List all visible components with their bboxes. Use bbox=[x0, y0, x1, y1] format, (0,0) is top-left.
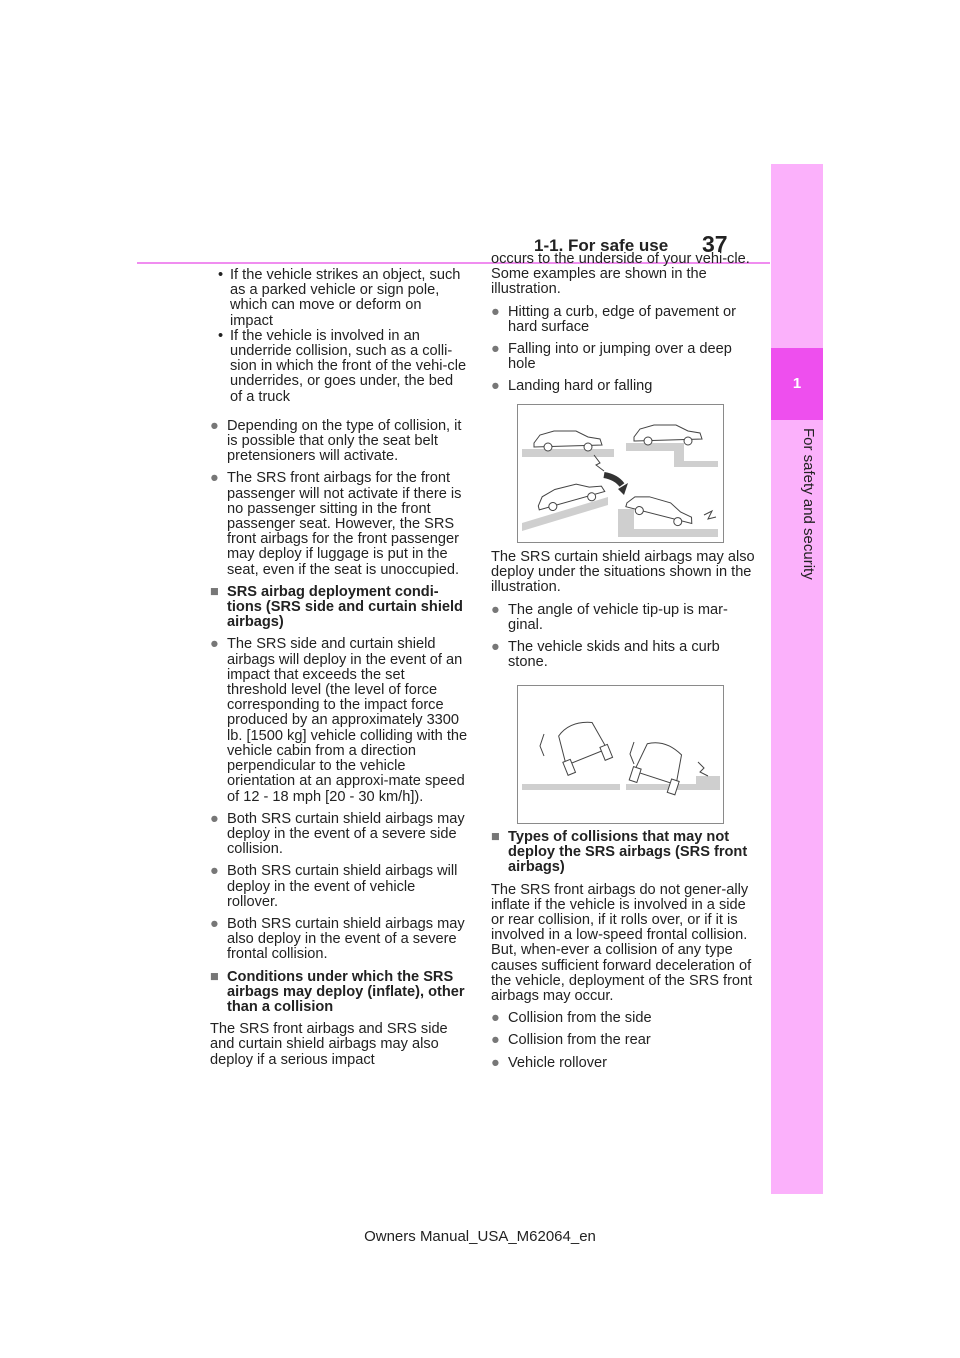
curtain-airbag-drawing bbox=[518, 686, 723, 823]
bullet-dot-icon: ● bbox=[491, 378, 500, 395]
dash-item: • If the vehicle is involved in an underride collision, such as a colli-sion in which the front of the vehi-cle underrides, or goes under, the bed of a truck bbox=[218, 327, 467, 405]
bullet-dot-icon: ● bbox=[210, 636, 219, 653]
curtain-airbag-illustration bbox=[517, 685, 724, 824]
bullet-dot-icon: ● bbox=[491, 639, 500, 656]
bullet-item: ● Both SRS curtain shield airbags will deploy in the event of vehicle rollover. bbox=[210, 863, 458, 910]
bullet-item: ● Hitting a curb, edge of pavement or hard surface bbox=[491, 303, 736, 335]
section-heading: ■ Conditions under which the SRS airbags may deploy (inflate), other than a collision bbox=[210, 968, 465, 1015]
bullet-dot-icon: ● bbox=[210, 915, 219, 932]
body-paragraph: The SRS curtain shield airbags may also deploy under the situations shown in the illustration. bbox=[491, 549, 755, 596]
underside-impact-drawing bbox=[518, 405, 723, 542]
bullet-dot-icon: ● bbox=[491, 341, 500, 358]
page-number: 37 bbox=[702, 231, 728, 257]
footer-manual-id: Owners Manual_USA_M62064_en bbox=[364, 1228, 596, 1245]
left-column bbox=[210, 268, 468, 1075]
square-bullet-icon: ■ bbox=[491, 829, 500, 845]
bullet-item: ● The SRS front airbags for the front passenger will not activate if there is no passenger sitting in the front passenger seat. However, the SRS front airbags for the front passenger may deploy if luggage is put in the seat, even if the seat is unoccupied. bbox=[210, 470, 462, 578]
chapter-side-tab bbox=[771, 164, 823, 1194]
bullet-item: ● Falling into or jumping over a deep hole bbox=[491, 341, 732, 373]
bullet-dot-icon: ● bbox=[210, 417, 219, 434]
bullet-item: ● Collision from the rear bbox=[491, 1032, 651, 1049]
section-title: 1-1. For safe use bbox=[534, 236, 669, 255]
bullet-dot-icon: ● bbox=[210, 810, 219, 827]
square-bullet-icon: ■ bbox=[210, 583, 219, 600]
right-column-bottom bbox=[491, 830, 757, 1078]
bullet-item: ● Both SRS curtain shield airbags may also deploy in the event of a severe frontal collision. bbox=[210, 915, 465, 963]
bullet-item: ● The vehicle skids and hits a curb stone. bbox=[491, 639, 720, 671]
bullet-dot-icon: ● bbox=[491, 1032, 500, 1049]
section-heading: ■ SRS airbag deployment condi-tions (SRS side and curtain shield airbags) bbox=[210, 583, 463, 631]
underside-impact-illustration bbox=[517, 404, 724, 543]
square-bullet-icon: ■ bbox=[210, 968, 219, 985]
dash-item: • If the vehicle strikes an object, such as a parked vehicle or sign pole, which can move or deform on impact bbox=[218, 267, 461, 329]
body-paragraph: The SRS front airbags do not gener-ally inflate if the vehicle is involved in a side or rear collision, if it rolls over, or if it is involved in a low-speed frontal collision. But, when-ever a collision of any type causes sufficient forward deceleration of the vehicle, deployment of the SRS front airbags may occur. bbox=[491, 881, 753, 1005]
bullet-item: ● Depending on the type of collision, it is possible that only the seat belt pretensioners will activate. bbox=[210, 417, 462, 465]
section-heading: ■ Types of collisions that may not deploy the SRS airbags (SRS front airbags) bbox=[491, 829, 748, 876]
right-column-middle bbox=[491, 550, 757, 677]
bullet-dot-icon: ● bbox=[491, 303, 500, 320]
body-paragraph: The SRS front airbags and SRS side and curtain shield airbags may also deploy if a serious impact bbox=[210, 1021, 448, 1068]
bullet-item: ● Collision from the side bbox=[491, 1010, 652, 1027]
chapter-number: 1 bbox=[792, 375, 802, 392]
bullet-dot-icon: ● bbox=[491, 1054, 500, 1071]
chapter-number-tab[interactable] bbox=[771, 348, 823, 420]
bullet-item: ● Landing hard or falling bbox=[491, 378, 653, 395]
chapter-title: For safety and security bbox=[800, 428, 817, 580]
bullet-item: ● Both SRS curtain shield airbags may deploy in the event of a severe side collision. bbox=[210, 810, 465, 858]
bullet-item: ● Vehicle rollover bbox=[491, 1054, 607, 1071]
bullet-dot-icon: ● bbox=[491, 601, 500, 618]
bullet-dot-icon: ● bbox=[210, 470, 219, 487]
bullet-item: ● The angle of vehicle tip-up is mar-ginal. bbox=[491, 601, 728, 633]
body-paragraph: occurs to the underside of your vehi-cle. Some examples are shown in the illustration. bbox=[491, 251, 750, 298]
bullet-dot-icon: ● bbox=[491, 1010, 500, 1027]
bullet-dot-icon: ● bbox=[210, 863, 219, 880]
right-column-top bbox=[491, 252, 757, 402]
bullet-item: ● The SRS side and curtain shield airbags will deploy in the event of an impact that exceeds the set threshold level (the level of force corresponding to the impact force produced by an approximately 3300 lb. [1500 kg] vehicle colliding with the vehicle cabin from a direction perpendicular to the vehicle orientation at an approxi-mate speed of 12 - 18 mph [20 - 30 km/h]). bbox=[210, 636, 468, 805]
